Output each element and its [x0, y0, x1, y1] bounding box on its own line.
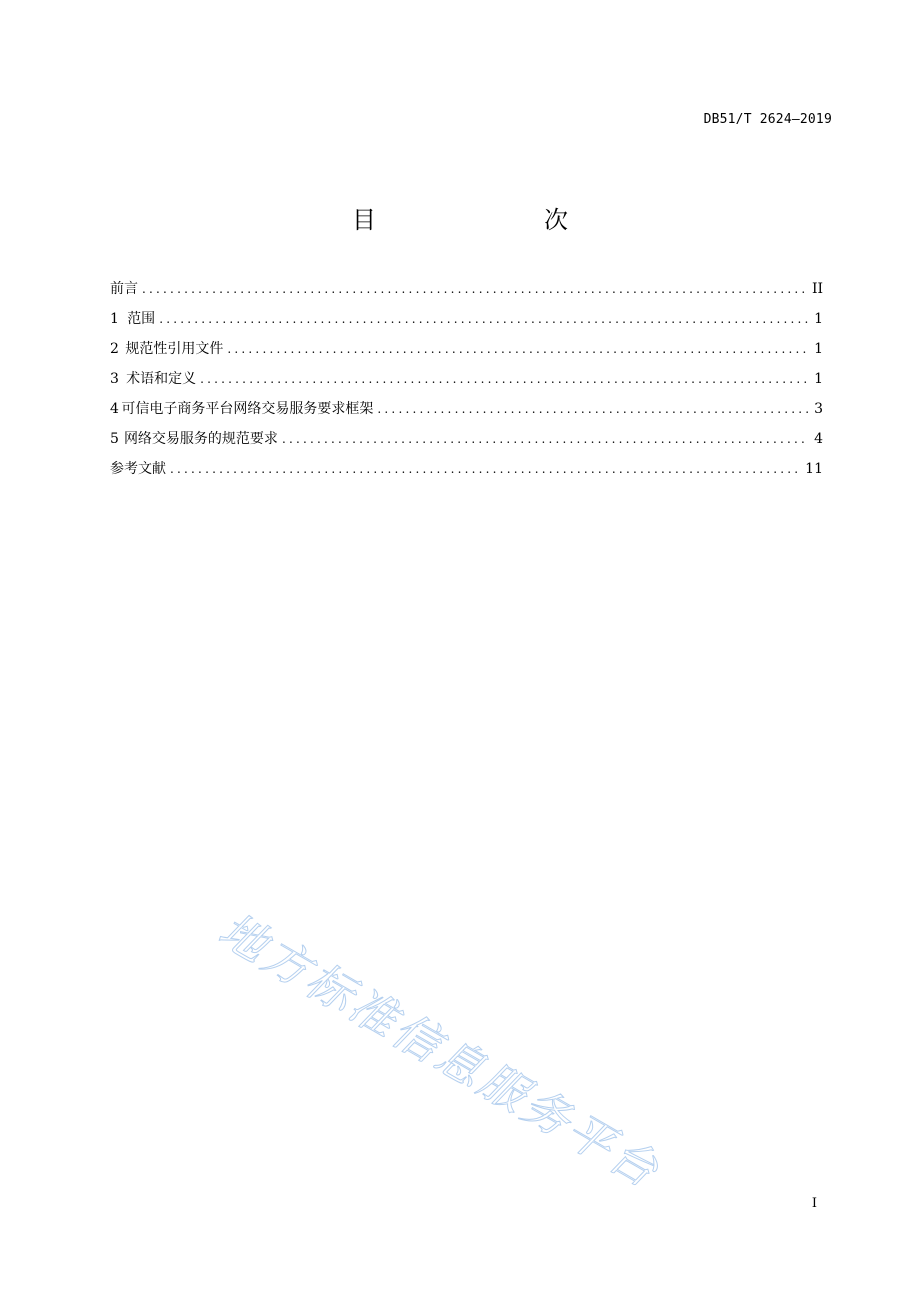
toc-entry-foreword[interactable] — [110, 278, 823, 308]
toc-leader-dots — [377, 402, 808, 416]
toc-leader-dots — [227, 342, 808, 356]
toc-leader-dots — [200, 372, 808, 386]
toc-entry-terms[interactable] — [110, 368, 823, 398]
toc-entry-page: 3 — [814, 401, 823, 417]
toc-entry-label: 前言 — [110, 281, 138, 297]
document-code: DB51/T 2624—2019 — [703, 112, 832, 127]
toc-entry-page: 1 — [814, 371, 823, 387]
toc-entry-framework[interactable] — [110, 398, 823, 428]
toc-entry-label: 参考文献 — [110, 461, 166, 477]
toc-entry-page: 1 — [814, 341, 823, 357]
toc-entry-label: 网络交易服务的规范要求 — [123, 431, 278, 447]
toc-entry-scope[interactable] — [110, 308, 823, 338]
toc-entry-number: 2 — [110, 341, 119, 357]
toc-entry-page: 1 — [814, 311, 823, 327]
toc-entry-bibliography[interactable] — [110, 458, 823, 488]
toc-leader-dots — [159, 312, 808, 326]
toc-leader-dots — [170, 462, 799, 476]
toc-entry-label: 可信电子商务平台网络交易服务要求框架 — [121, 401, 374, 417]
table-of-contents — [110, 278, 823, 488]
toc-entry-number: 1 — [110, 311, 119, 327]
page-number: I — [811, 1196, 817, 1211]
watermark: 地方标准信息服务平台 — [210, 902, 671, 1199]
toc-entry-requirements[interactable] — [110, 428, 823, 458]
toc-entry-number: 4 — [110, 401, 119, 417]
toc-entry-page: 4 — [814, 431, 823, 447]
toc-entry-label: 规范性引用文件 — [125, 341, 224, 357]
toc-entry-page: 11 — [805, 461, 823, 477]
toc-leader-dots — [282, 432, 808, 446]
toc-entry-page: II — [811, 281, 823, 297]
page-title: 目 次 — [352, 206, 608, 234]
toc-entry-label: 范围 — [127, 311, 156, 327]
toc-entry-normative-references[interactable] — [110, 338, 823, 368]
toc-entry-label: 术语和定义 — [126, 371, 197, 387]
toc-entry-number: 5 — [110, 431, 119, 447]
toc-entry-number: 3 — [110, 371, 119, 387]
toc-leader-dots — [142, 282, 806, 296]
